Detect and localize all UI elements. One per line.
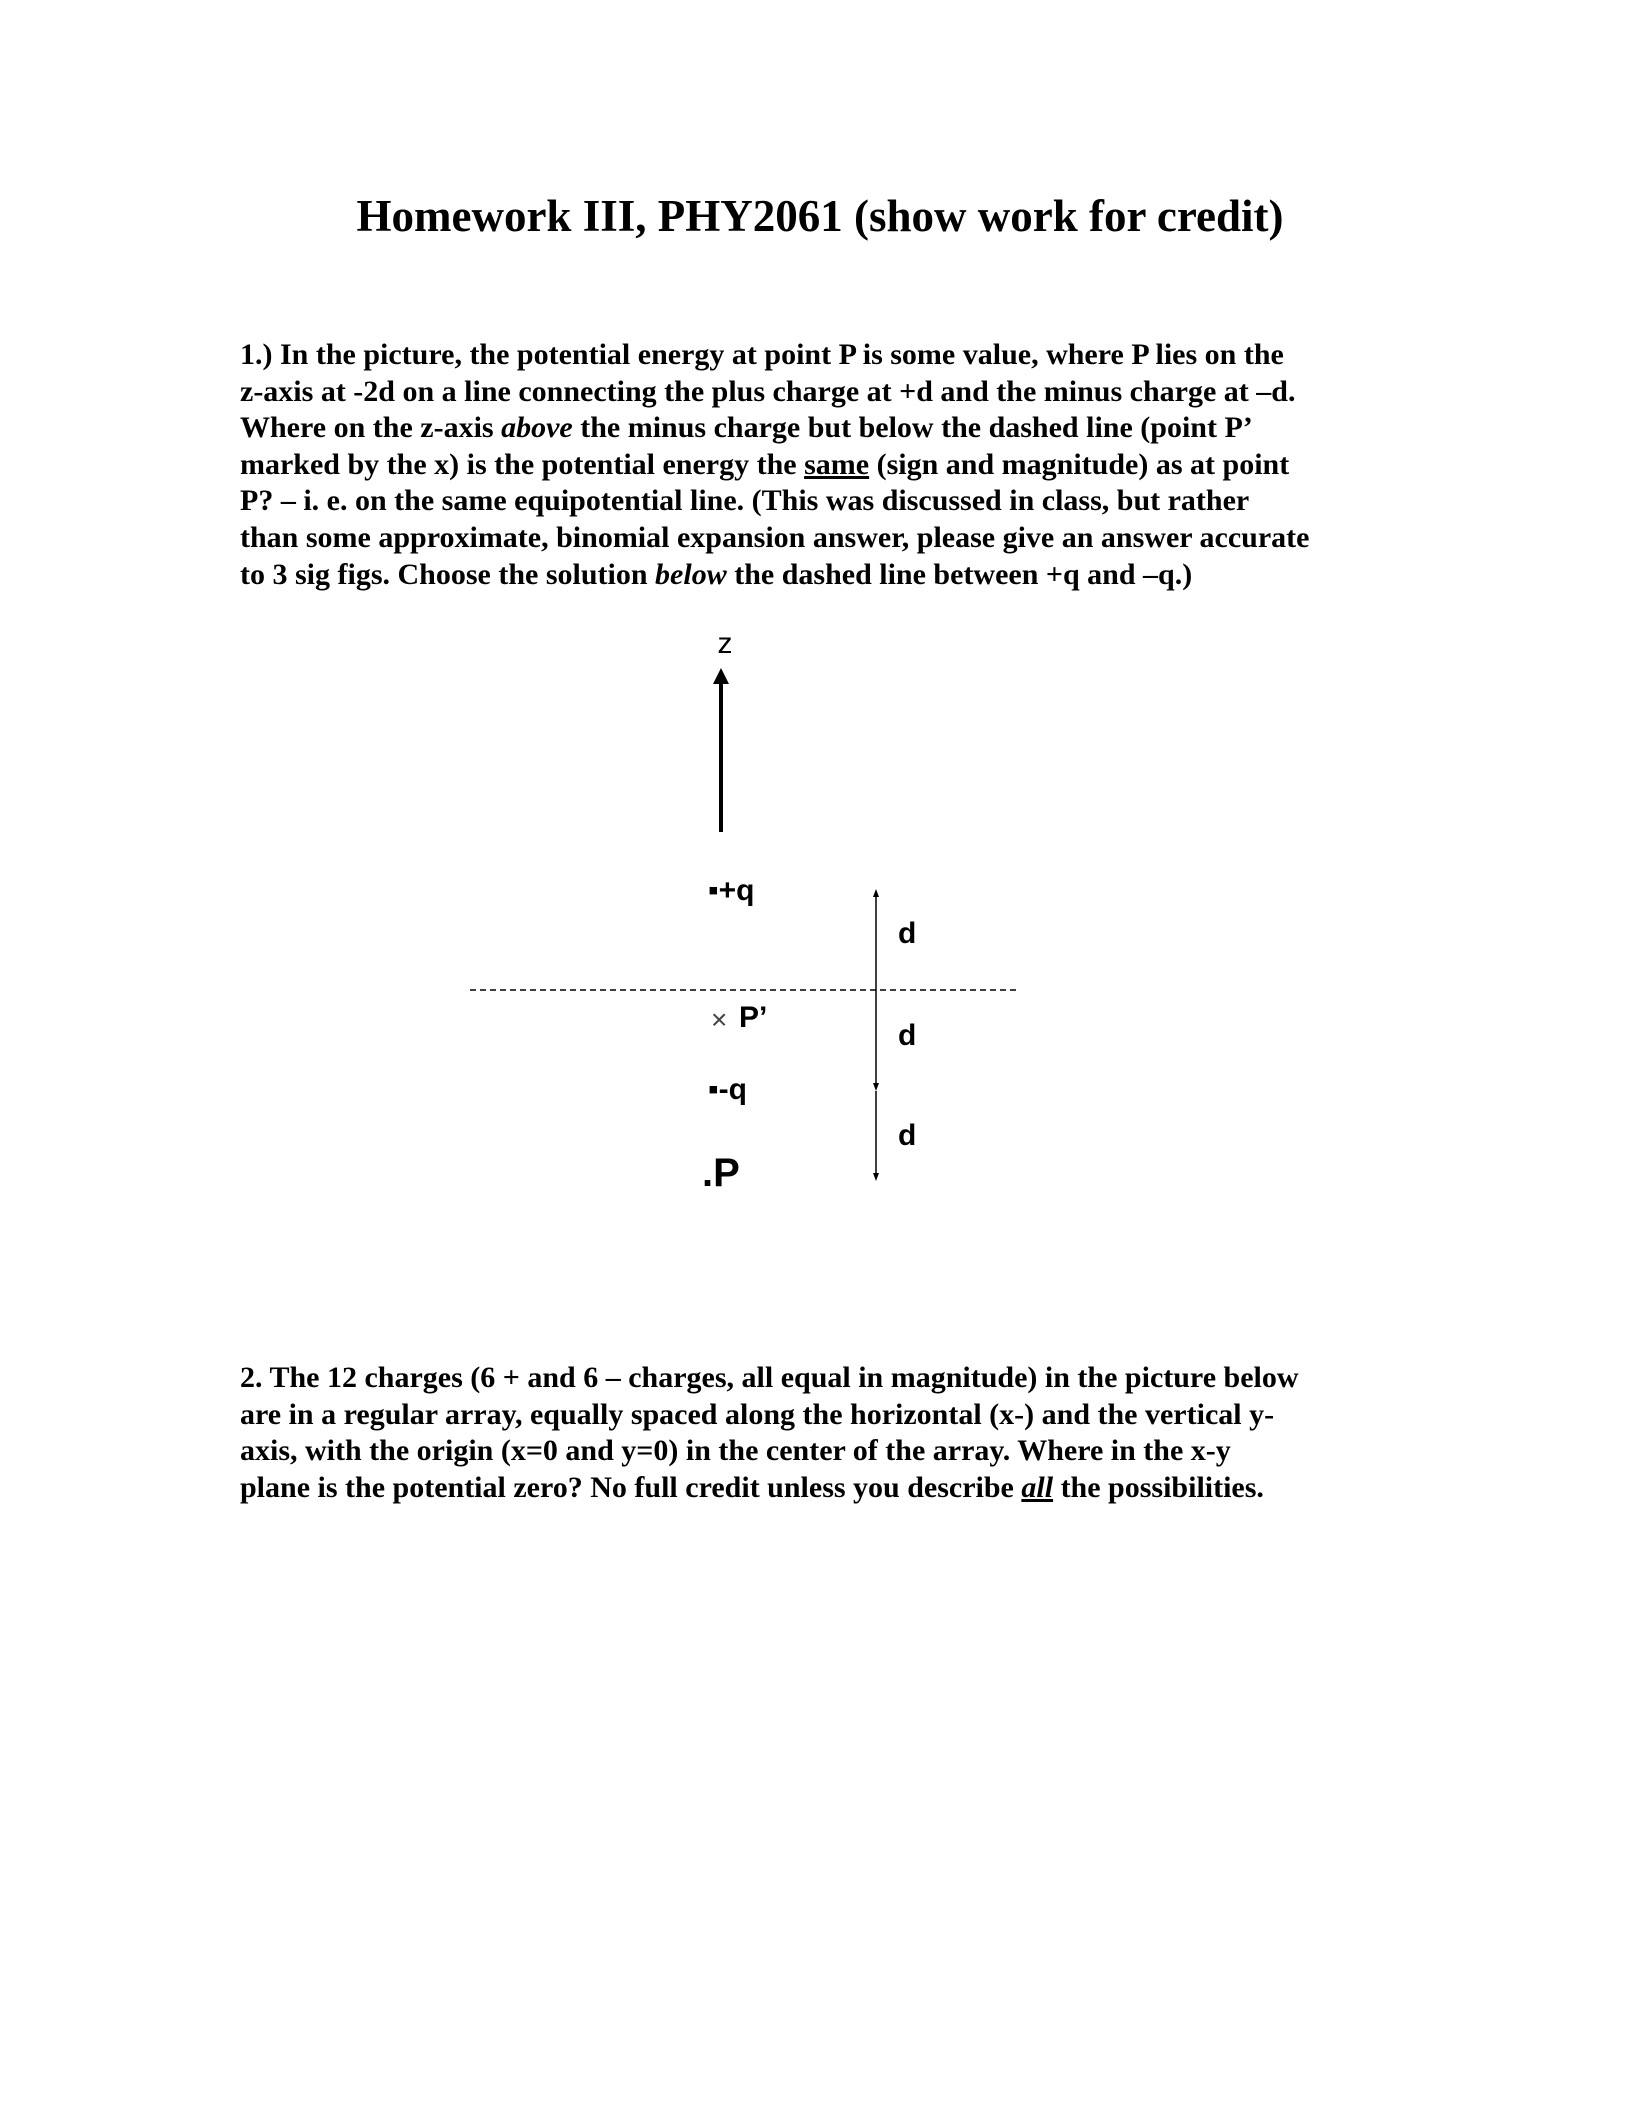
q2-line-4-c: the possibilities.: [1053, 1470, 1264, 1504]
question-2: [240, 1360, 1400, 1506]
q1-line-5: P? – i. e. on the same equipotential line. (This was discussed in class, but rather: [240, 484, 1250, 518]
z-axis-arrowhead: [713, 668, 729, 684]
q2-line-3: axis, with the origin (x=0 and y=0) in the center of the array. Where in the x-y: [240, 1434, 1231, 1468]
dimension-arrowhead-bottom: [873, 1173, 879, 1181]
distance-label-1: d: [898, 917, 917, 950]
distance-label-2: d: [898, 1019, 917, 1052]
p-prime-label: P’: [739, 1001, 768, 1034]
minus-charge-label: ▪-q: [708, 1073, 747, 1106]
q2-emphasis-all: all: [1021, 1470, 1054, 1504]
z-axis-label: z: [717, 627, 733, 660]
distance-label-3: d: [898, 1119, 917, 1152]
q1-line-1: 1.) In the picture, the potential energy at point P is some value, where P lies on the: [240, 338, 1284, 371]
q1-line-4-c: (sign and magnitude) as at point: [869, 447, 1290, 481]
q1-line-7-a: to 3 sig figs. Choose the solution: [240, 557, 656, 591]
q2-line-4-a: plane is the potential zero? No full credit unless you describe: [240, 1470, 1022, 1504]
dimension-arrowhead-top: [873, 889, 879, 897]
point-p-label: .P: [702, 1151, 740, 1195]
q1-line-3-c: the minus charge but below the dashed line (point P’: [572, 411, 1253, 445]
q1-emphasis-above: above: [501, 411, 573, 445]
q1-underline-same: same: [804, 447, 870, 481]
p-prime-x-marker: ×: [711, 1004, 728, 1035]
q2-line-2: are in a regular array, equally spaced along the horizontal (x-) and the vertical y-: [240, 1397, 1275, 1431]
q2-line-1: 2. The 12 charges (6 + and 6 – charges, all equal in magnitude) in the picture below: [240, 1361, 1299, 1394]
q1-line-2: z-axis at -2d on a line connecting the plus charge at +d and the minus charge at –d.: [240, 374, 1296, 408]
plus-charge-label: ▪+q: [708, 874, 755, 907]
page-title: Homework III, PHY2061 (show work for credit): [356, 191, 1284, 241]
dimension-arrowhead-middle: [873, 1083, 879, 1091]
q1-line-3-a: Where on the z-axis: [240, 411, 502, 445]
q1-line-6: than some approximate, binomial expansion answer, please give an answer accurate: [240, 520, 1310, 554]
q1-line-7-c: the dashed line between +q and –q.): [726, 557, 1193, 591]
q2-line-4: [240, 1470, 1400, 1507]
q1-line-4-a: marked by the x) is the potential energy the: [240, 447, 805, 481]
q1-emphasis-below: below: [655, 557, 727, 591]
